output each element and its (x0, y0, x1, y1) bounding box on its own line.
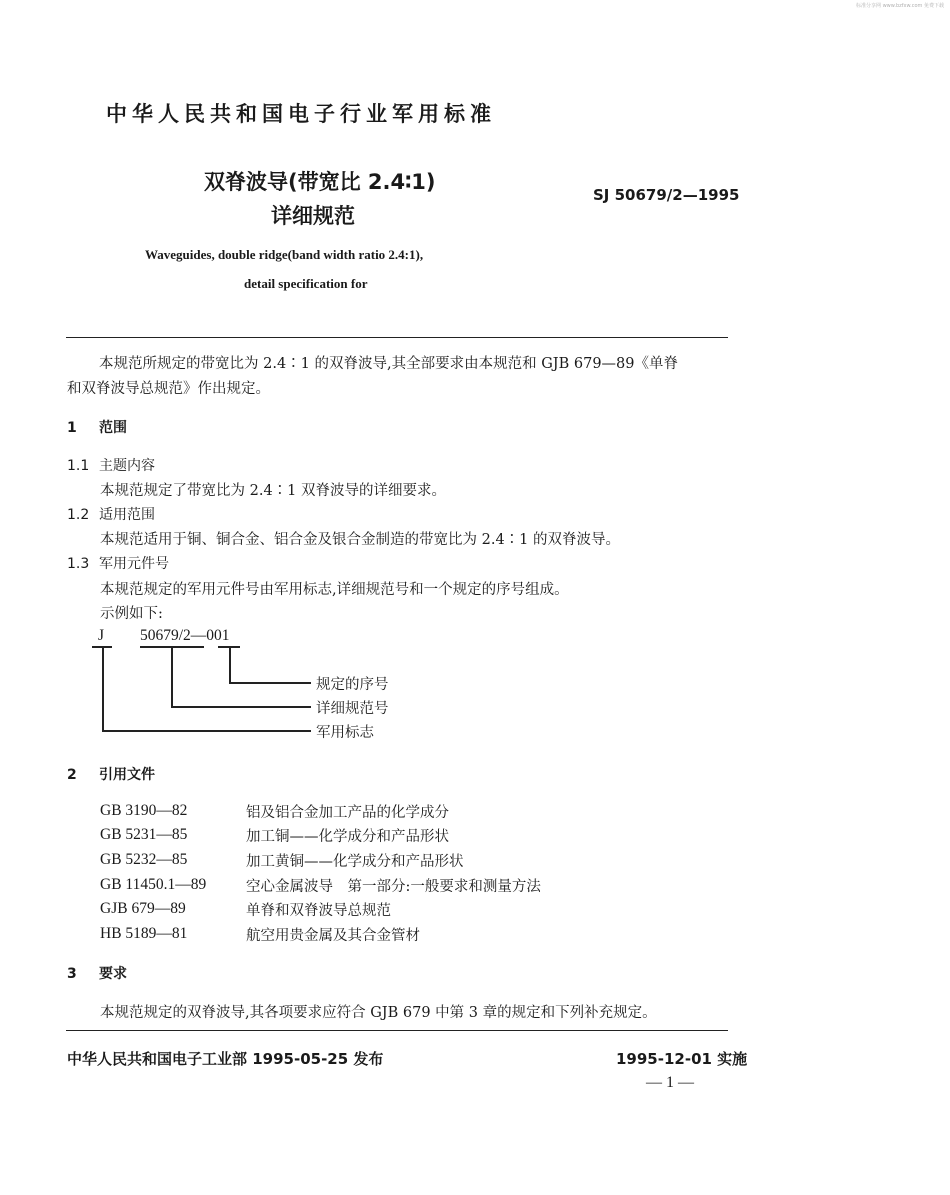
english-title-line1: Waveguides, double ridge(band width ratio 2.4:1), (145, 247, 424, 262)
effective-date: 1995-12-01 实施 (616, 1050, 748, 1068)
section-1-2-heading (67, 504, 155, 524)
diagram-label-spec: 详细规范号 (316, 701, 389, 717)
reference-title: 加工铜——化学成分和产品形状 (246, 829, 449, 845)
section-1-1-body: 本规范规定了带宽比为 2.4∶1 双脊波导的详细要求。 (100, 483, 447, 499)
section-1-3-number: 1.3 (67, 556, 90, 572)
reference-code: GB 11450.1—89 (100, 876, 207, 893)
diagram-stem-seq (229, 646, 231, 683)
diagram-leader-spec (171, 706, 311, 708)
reference-code: GB 5231—85 (100, 826, 188, 843)
section-1-title: 范围 (99, 420, 127, 436)
standard-number: SJ 50679/2—1995 (593, 186, 740, 204)
diagram-stem-mil (102, 646, 104, 731)
reference-title: 航空用贵金属及其合金管材 (246, 928, 420, 944)
section-1-3-title: 军用元件号 (99, 556, 169, 572)
reference-code: GB 5232—85 (100, 851, 188, 868)
section-1-heading (67, 417, 127, 437)
section-3-heading (67, 963, 127, 983)
reference-code: HB 5189—81 (100, 925, 188, 942)
document-subtitle: 详细规范 (271, 204, 355, 228)
diagram-label-mil: 军用标志 (316, 725, 374, 741)
diagram-part-j: J (98, 627, 105, 644)
diagram-leader-seq (229, 682, 311, 684)
intro-line1: 本规范所规定的带宽比为 2.4∶1 的双脊波导,其全部要求由本规范和 GJB 679—89《单脊 (99, 356, 679, 372)
section-2-number: 2 (67, 767, 77, 783)
reference-title: 铝及铝合金加工产品的化学成分 (246, 805, 449, 821)
reference-title: 加工黄铜——化学成分和产品形状 (246, 854, 464, 870)
section-1-1-title: 主题内容 (99, 458, 155, 474)
section-1-number: 1 (67, 420, 77, 436)
section-1-2-title: 适用范围 (99, 507, 155, 523)
reference-title: 单脊和双脊波导总规范 (246, 903, 391, 919)
diagram-leader-mil (102, 730, 311, 732)
corner-watermark: 标准分享网 www.bzfxw.com 免费下载 (856, 3, 944, 9)
section-3-body: 本规范规定的双脊波导,其各项要求应符合 GJB 679 中第 3 章的规定和下列补充规定。 (100, 1005, 657, 1021)
section-1-3-heading (67, 553, 169, 573)
document-title: 双脊波导(带宽比 2.4∶1) (204, 170, 436, 194)
section-1-2-number: 1.2 (67, 507, 90, 523)
english-title-line2: detail specification for (244, 276, 368, 291)
diagram-part-spec: 50679/2—001 (140, 627, 230, 644)
section-3-title: 要求 (99, 966, 127, 982)
issuing-organization: 中华人民共和国电子行业军用标准 (106, 102, 496, 126)
section-1-1-number: 1.1 (67, 458, 90, 474)
issue-date: 中华人民共和国电子工业部 1995-05-25 发布 (67, 1050, 384, 1068)
reference-title: 空心金属波导 第一部分:一般要求和测量方法 (246, 879, 541, 895)
section-1-3-body: 本规范规定的军用元件号由军用标志,详细规范号和一个规定的序号组成。 (100, 582, 569, 598)
header-divider (66, 337, 728, 338)
diagram-label-seq: 规定的序号 (316, 677, 389, 693)
page-number: — 1 — (646, 1074, 694, 1091)
section-2-heading (67, 764, 155, 784)
section-1-2-body: 本规范适用于铜、铜合金、铝合金及银合金制造的带宽比为 2.4∶1 的双脊波导。 (100, 532, 621, 548)
diagram-stem-spec (171, 646, 173, 707)
reference-code: GB 3190—82 (100, 802, 188, 819)
footer-divider (66, 1030, 728, 1031)
intro-line2: 和双脊波导总规范》作出规定。 (67, 381, 270, 397)
section-3-number: 3 (67, 966, 77, 982)
example-label: 示例如下: (100, 606, 163, 622)
section-2-title: 引用文件 (99, 767, 155, 783)
reference-code: GJB 679—89 (100, 900, 186, 917)
section-1-1-heading (67, 455, 155, 475)
